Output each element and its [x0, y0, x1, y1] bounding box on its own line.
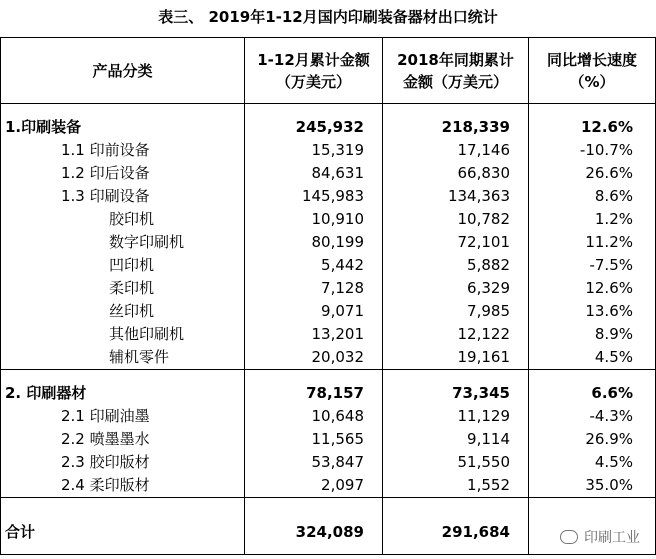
category-cell: 丝印机 [1, 300, 245, 323]
growth-cell: 35.0% [529, 474, 656, 498]
growth-cell: 8.6% [529, 185, 656, 208]
current-value-cell: 20,032 [245, 346, 383, 370]
spacer-row [1, 498, 656, 511]
table-row [1, 323, 656, 346]
spacer-cell [1, 498, 245, 511]
previous-value-cell: 5,882 [383, 254, 529, 277]
table-row [1, 208, 656, 231]
table-row [1, 474, 656, 498]
category-cell: 其他印刷机 [1, 323, 245, 346]
growth-cell: 13.6% [529, 300, 656, 323]
header-row [1, 38, 656, 104]
previous-value-cell: 291,684 [383, 510, 529, 555]
export-statistics-table [0, 37, 656, 555]
current-value-cell: 9,071 [245, 300, 383, 323]
current-value-cell: 10,910 [245, 208, 383, 231]
category-cell: 2. 印刷器材 [1, 382, 245, 405]
category-cell: 2.3 胶印版材 [1, 451, 245, 474]
current-value-cell: 145,983 [245, 185, 383, 208]
spacer-cell [245, 498, 383, 511]
table-title: 表三、 2019年1-12月国内印刷装备器材出口统计 [158, 8, 498, 26]
previous-value-cell: 7,985 [383, 300, 529, 323]
header-growth [529, 38, 656, 104]
table-body [1, 104, 656, 555]
watermark [560, 527, 640, 547]
header-category: 产品分类 [1, 38, 245, 104]
growth-cell: 12.6% [529, 116, 656, 139]
growth-cell: 1.2% [529, 208, 656, 231]
header-current-line1: 1-12月累计金额 [257, 50, 370, 69]
table-row [1, 116, 656, 139]
previous-value-cell: 17,146 [383, 139, 529, 162]
watermark-text: 印刷工业 [584, 530, 640, 546]
table-row [1, 231, 656, 254]
growth-cell: 6.6% [529, 382, 656, 405]
current-value-cell: 5,442 [245, 254, 383, 277]
spacer-cell [383, 370, 529, 383]
current-value-cell: 78,157 [245, 382, 383, 405]
category-cell: 辅机零件 [1, 346, 245, 370]
previous-value-cell: 11,129 [383, 405, 529, 428]
previous-value-cell: 51,550 [383, 451, 529, 474]
current-value-cell: 84,631 [245, 162, 383, 185]
spacer-cell [245, 104, 383, 117]
category-cell: 2.2 喷墨墨水 [1, 428, 245, 451]
current-value-cell: 15,319 [245, 139, 383, 162]
current-value-cell: 7,128 [245, 277, 383, 300]
category-cell: 凹印机 [1, 254, 245, 277]
wechat-icon [560, 530, 578, 544]
growth-cell: 11.2% [529, 231, 656, 254]
category-cell: 2.1 印刷油墨 [1, 405, 245, 428]
current-value-cell: 245,932 [245, 116, 383, 139]
category-cell: 1.3 印刷设备 [1, 185, 245, 208]
spacer-row [1, 104, 656, 117]
category-cell: 1.2 印后设备 [1, 162, 245, 185]
previous-value-cell: 9,114 [383, 428, 529, 451]
spacer-row [1, 370, 656, 383]
previous-value-cell: 218,339 [383, 116, 529, 139]
category-cell: 1.印刷装备 [1, 116, 245, 139]
table-row [1, 162, 656, 185]
growth-cell: 26.9% [529, 428, 656, 451]
growth-cell: 4.5% [529, 451, 656, 474]
table-row [1, 382, 656, 405]
current-value-cell: 2,097 [245, 474, 383, 498]
current-value-cell: 13,201 [245, 323, 383, 346]
total-row [1, 510, 656, 555]
category-cell: 1.1 印前设备 [1, 139, 245, 162]
table-row [1, 254, 656, 277]
header-growth-line1: 同比增长速度 [546, 50, 637, 69]
table-row [1, 428, 656, 451]
growth-cell: -10.7% [529, 139, 656, 162]
previous-value-cell: 73,345 [383, 382, 529, 405]
previous-value-cell: 66,830 [383, 162, 529, 185]
table-row [1, 139, 656, 162]
current-value-cell: 10,648 [245, 405, 383, 428]
growth-cell: 8.9% [529, 323, 656, 346]
previous-value-cell: 19,161 [383, 346, 529, 370]
spacer-cell [245, 370, 383, 383]
table-row [1, 185, 656, 208]
previous-value-cell: 1,552 [383, 474, 529, 498]
category-cell: 数字印刷机 [1, 231, 245, 254]
spacer-cell [529, 498, 656, 511]
category-cell: 柔印机 [1, 277, 245, 300]
header-previous-line2: 金额（万美元） [402, 72, 508, 91]
table-row [1, 300, 656, 323]
previous-value-cell: 12,122 [383, 323, 529, 346]
previous-value-cell: 134,363 [383, 185, 529, 208]
growth-cell: -4.3% [529, 405, 656, 428]
growth-cell: -7.5% [529, 254, 656, 277]
spacer-cell [383, 104, 529, 117]
header-growth-line2: （%） [569, 72, 615, 91]
header-previous [383, 38, 529, 104]
current-value-cell: 53,847 [245, 451, 383, 474]
header-previous-line1: 2018年同期累计 [397, 50, 514, 69]
growth-cell: 4.5% [529, 346, 656, 370]
growth-cell: 26.6% [529, 162, 656, 185]
previous-value-cell: 72,101 [383, 231, 529, 254]
spacer-cell [1, 104, 245, 117]
spacer-cell [383, 498, 529, 511]
previous-value-cell: 10,782 [383, 208, 529, 231]
header-current-line2: （万美元） [275, 72, 351, 91]
category-cell: 合计 [1, 510, 245, 555]
spacer-cell [529, 104, 656, 117]
table-row [1, 451, 656, 474]
spacer-cell [1, 370, 245, 383]
table-row [1, 405, 656, 428]
category-cell: 2.4 柔印版材 [1, 474, 245, 498]
current-value-cell: 324,089 [245, 510, 383, 555]
previous-value-cell: 6,329 [383, 277, 529, 300]
table-row [1, 277, 656, 300]
category-cell: 胶印机 [1, 208, 245, 231]
current-value-cell: 11,565 [245, 428, 383, 451]
current-value-cell: 80,199 [245, 231, 383, 254]
table-row [1, 346, 656, 370]
spacer-cell [529, 370, 656, 383]
growth-cell: 12.6% [529, 277, 656, 300]
header-current [245, 38, 383, 104]
